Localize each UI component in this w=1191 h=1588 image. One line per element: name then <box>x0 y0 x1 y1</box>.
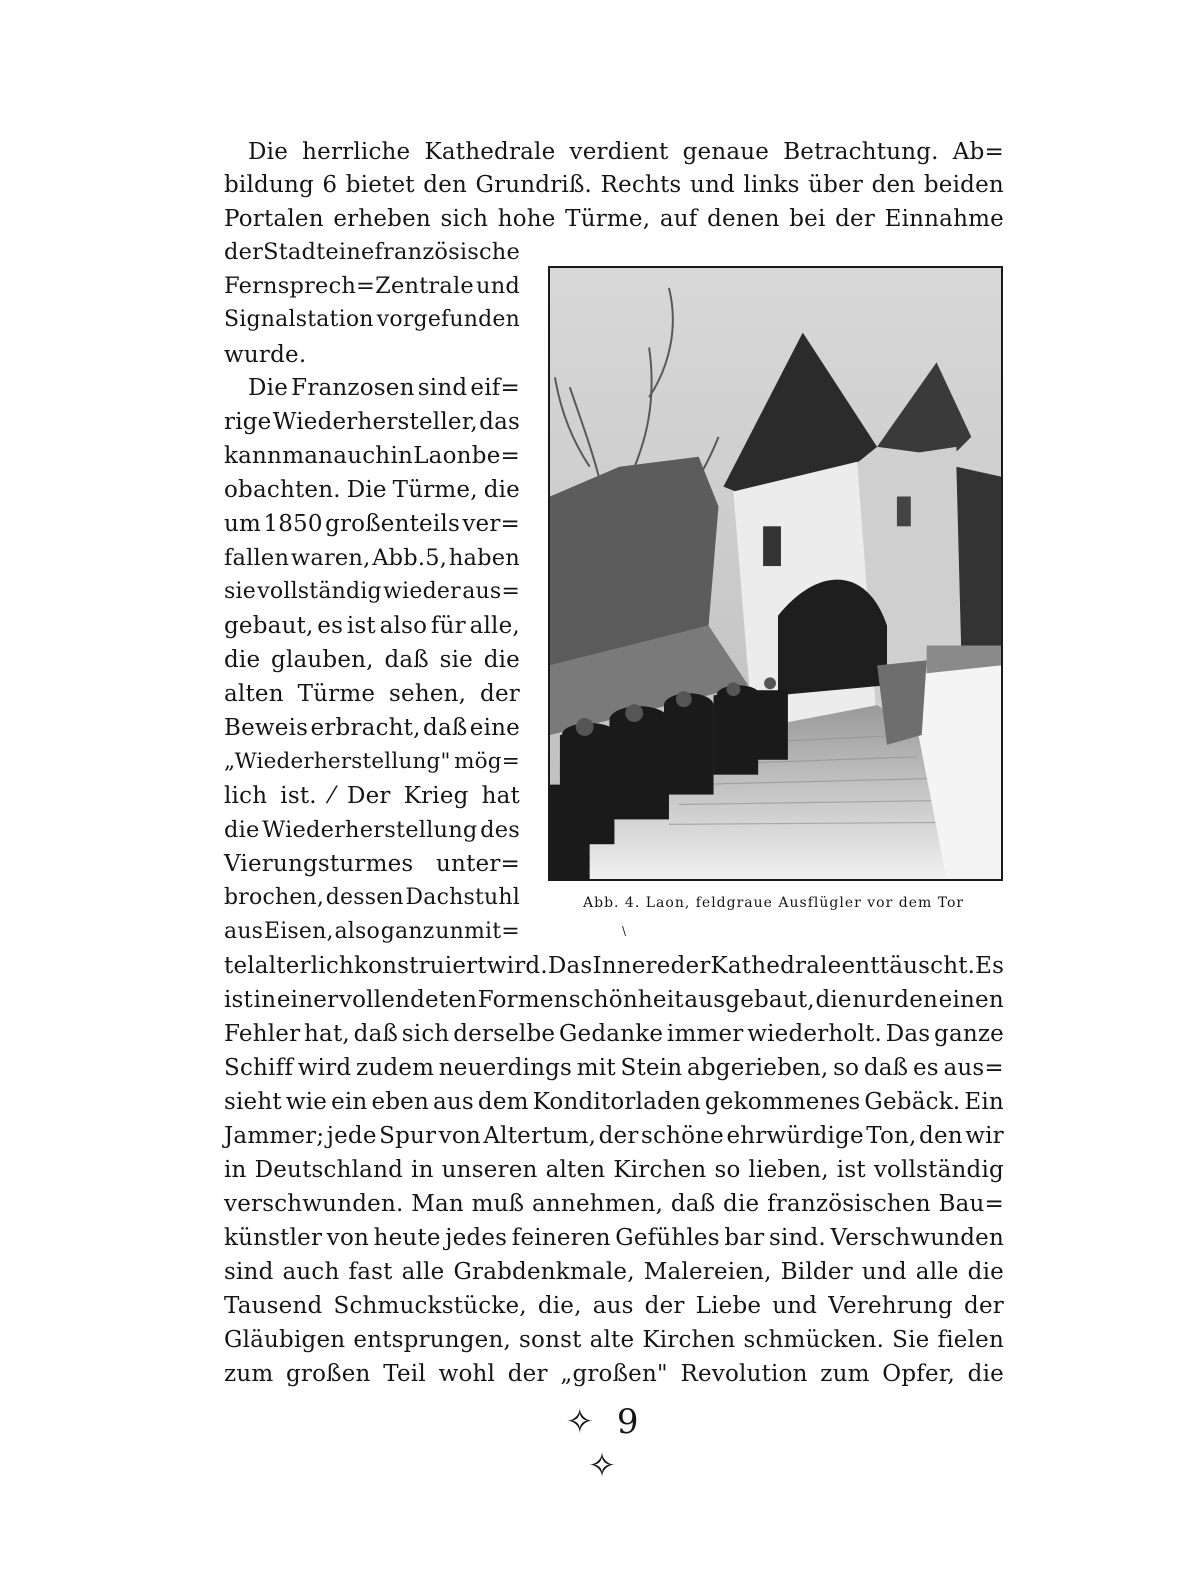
text-line: Vierungsturmes unter= <box>224 851 520 877</box>
text-line: zum großen Teil wohl der „großen" Revolution zum Opfer, die <box>224 1361 1004 1387</box>
text-line: obachten. Die Türme, die <box>224 477 520 503</box>
text-line: sie vollständig wieder aus= <box>224 579 520 604</box>
text-line: wurde. <box>224 342 307 368</box>
text-line: ist in einer vollendeten Formenschönheit ausgebaut, die nur den einen <box>224 987 1004 1013</box>
text-line: die Wiederherstellung des <box>224 817 520 843</box>
text-line: fallen waren, Abb.5, haben <box>224 545 520 571</box>
page-number: ✧ 9 ✧ <box>565 1402 645 1486</box>
text-line: künstler von heute jedes feineren Gefühles bar sind. Verschwunden <box>224 1225 1004 1251</box>
text-line: aus Eisen, also ganz unmit= <box>224 919 520 944</box>
text-line: der Stadt eine französische <box>224 239 521 265</box>
text-line: sieht wie ein eben aus dem Konditorladen gekommenes Gebäck. Ein <box>224 1089 1004 1115</box>
figure-caption: Abb. 4. Laon, feldgraue Ausflügler vor dem Tor <box>583 895 965 911</box>
text-line: Die Franzosen sind eif= <box>248 375 520 401</box>
text-line: in Deutschland in unseren alten Kirchen so lieben, ist vollständig <box>224 1157 1004 1183</box>
text-line: um 1850 großenteils ver= <box>224 511 520 537</box>
text-line: verschwunden. Man muß annehmen, daß die französischen Bau= <box>224 1191 1004 1217</box>
figure-mark: \ <box>622 924 627 938</box>
text-line: Portalen erheben sich hohe Türme, auf denen bei der Einnahme <box>224 206 1004 232</box>
text-line: rige Wiederhersteller, das <box>224 409 520 435</box>
text-line: Gläubigen entsprungen, sonst alte Kirchen schmücken. Sie fielen <box>224 1327 1004 1353</box>
text-line: Fernsprech=Zentrale und <box>224 273 520 299</box>
text-line: kann man auch in Laon be= <box>224 443 520 469</box>
text-line: bildung 6 bietet den Grundriß. Rechts und links über den beiden <box>224 172 1004 198</box>
text-line: Die herrliche Kathedrale verdient genaue Betrachtung. Ab= <box>248 139 1004 165</box>
text-line: „Wiederherstellung" mög= <box>224 749 520 774</box>
text-line: Tausend Schmuckstücke, die, aus der Liebe und Verehrung der <box>224 1293 1004 1319</box>
text-line: gebaut, es ist also für alle, <box>224 613 520 639</box>
text-line: brochen, dessen Dachstuhl <box>224 885 520 910</box>
text-line: sind auch fast alle Grabdenkmale, Malereien, Bilder und alle die <box>224 1259 1004 1285</box>
text-line: alten Türme sehen, der <box>224 681 520 707</box>
text-line: lich ist. ⁄ Der Krieg hat <box>224 783 520 809</box>
figure-photo-laon-gate <box>548 266 1003 881</box>
text-line: Signalstation vorgefunden <box>224 307 520 332</box>
text-line: die glauben, daß sie die <box>224 647 520 673</box>
text-line: Jammer; jede Spur von Altertum, der schöne ehrwürdige Ton, den wir <box>224 1123 1004 1149</box>
text-line: Schiff wird zudem neuerdings mit Stein abgerieben, so daß es aus= <box>224 1055 1004 1081</box>
photo-illustration <box>550 268 1001 879</box>
text-line: telalterlich konstruiert wird. Das Innere der Kathedrale enttäuscht. Es <box>224 953 1005 979</box>
text-line: Fehler hat, daß sich derselbe Gedanke immer wiederholt. Das ganze <box>224 1021 1004 1047</box>
text-line: Beweis erbracht, daß eine <box>224 715 520 741</box>
